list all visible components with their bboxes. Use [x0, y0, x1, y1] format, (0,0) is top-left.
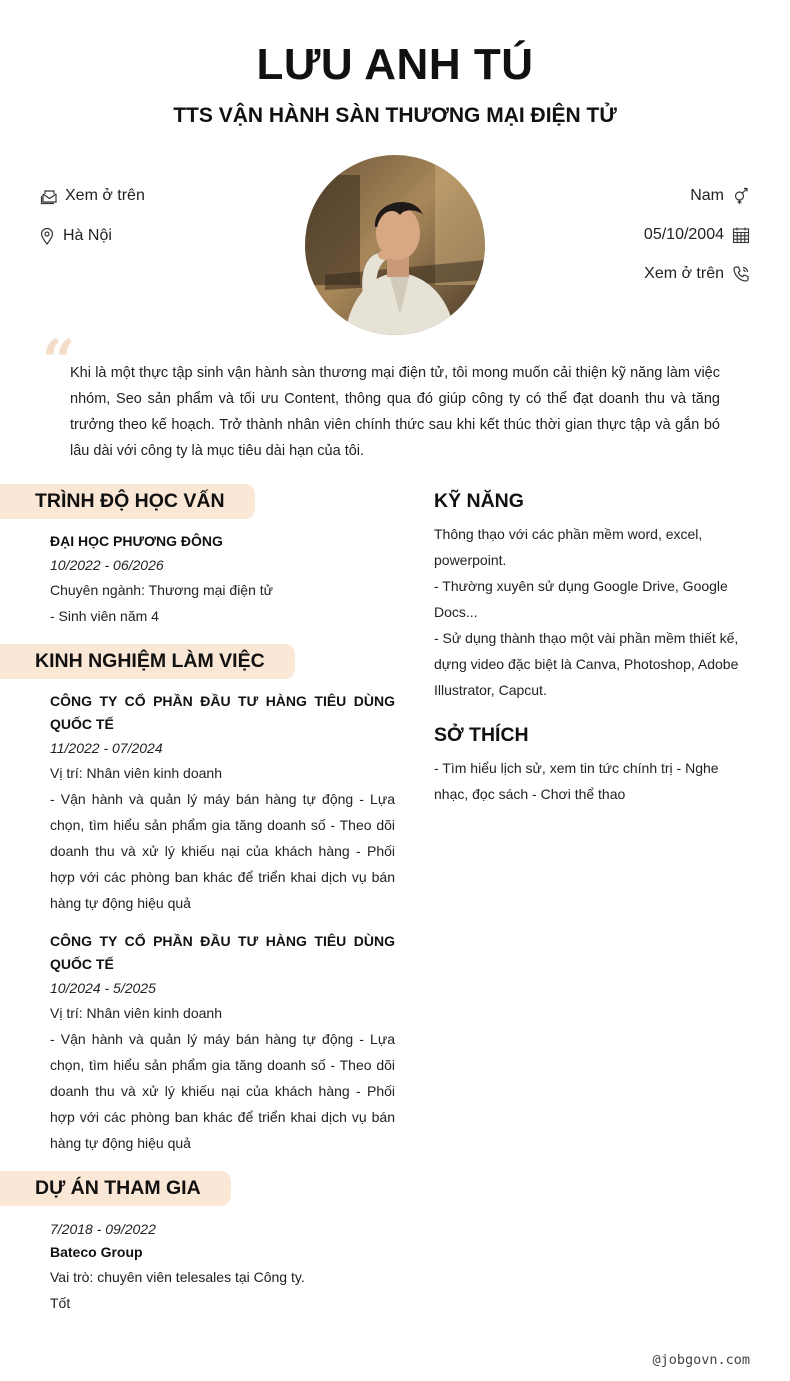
contact-gender [690, 185, 750, 207]
phone-value: Xem ở trên [644, 265, 724, 282]
quote-icon: “ [42, 327, 76, 395]
contact-address [38, 225, 112, 247]
company-name: CÔNG TY CỔ PHẦN ĐẦU TƯ HÀNG TIÊU DÙNG QUỐC TẾ [50, 693, 395, 732]
gender-value: Nam [690, 187, 724, 204]
company-name: CÔNG TY CỔ PHẦN ĐẦU TƯ HÀNG TIÊU DÙNG QUỐC TẾ [50, 933, 395, 972]
avatar [305, 155, 485, 335]
hobbies-heading: SỞ THÍCH [434, 724, 529, 746]
project-entry [50, 1217, 395, 1316]
address-value: Hà Nội [63, 227, 112, 244]
experience-heading: KINH NGHIỆM LÀM VIỆC [0, 644, 295, 679]
experience-description: - Vận hành và quản lý máy bán hàng tự động - Lựa chọn, tìm hiểu sản phẩm gia tăng doanh số - Theo dõi doanh thu và xử lý khiếu nại của khách hàng - Phối hợp với các phòng ban khác để triển khai dịch vụ bán hàng tự động hiệu quả [50, 1031, 395, 1151]
skills-text: Thông thạo với các phần mềm word, excel, powerpoint. - Thường xuyên sử dụng Google Drive, Google Docs... - Sử dụng thành thạo một vài phần mềm thiết kế, dựng video đặc biệt là Canva, Photoshop, Adobe Illustrator, Capcut. [434, 526, 739, 698]
experience-description: - Vận hành và quản lý máy bán hàng tự động - Lựa chọn, tìm hiểu sản phẩm gia tăng doanh số - Theo dõi doanh thu và xử lý khiếu nại của khách hàng - Phối hợp với các phòng ban khác để triển khai dịch vụ bán hàng tự động hiệu quả [50, 791, 395, 911]
project-org: Bateco Group [50, 1244, 143, 1260]
email-value: Xem ở trên [65, 187, 145, 204]
education-note: - Sinh viên năm 4 [50, 608, 159, 624]
envelope-icon [40, 187, 58, 205]
project-role: Vai trò: chuyên viên telesales tại Công ty. [50, 1269, 305, 1285]
job-title: TTS VẬN HÀNH SÀN THƯƠNG MẠI ĐIỆN TỬ [173, 104, 617, 127]
experience-entry [50, 930, 395, 1156]
gender-icon [732, 187, 750, 205]
experience-entry [50, 690, 395, 916]
candidate-name: LƯU ANH TÚ [256, 40, 534, 89]
birthday-value: 05/10/2004 [643, 226, 724, 243]
experience-period: 11/2022 - 07/2024 [50, 740, 163, 756]
experience-period: 10/2024 - 5/2025 [50, 980, 156, 996]
education-period: 10/2022 - 06/2026 [50, 557, 164, 573]
skills-heading: KỸ NĂNG [434, 490, 524, 512]
map-pin-icon [38, 227, 56, 245]
experience-position: Vị trí: Nhân viên kinh doanh [50, 1005, 222, 1021]
education-entry [50, 530, 395, 629]
project-result: Tốt [50, 1295, 71, 1311]
experience-position: Vị trí: Nhân viên kinh doanh [50, 765, 222, 781]
education-heading: TRÌNH ĐỘ HỌC VẤN [0, 484, 255, 519]
phone-icon [732, 265, 750, 283]
watermark: @jobgovn.com [652, 1352, 750, 1368]
calendar-icon [732, 226, 750, 244]
school-name: ĐẠI HỌC PHƯƠNG ĐÔNG [50, 533, 223, 549]
contact-phone [644, 263, 750, 285]
hobbies-text: - Tìm hiểu lịch sử, xem tin tức chính trị - Nghe nhạc, đọc sách - Chơi thể thao [434, 760, 719, 802]
education-major: Chuyên ngành: Thương mại điện tử [50, 582, 274, 598]
contact-email [40, 185, 145, 207]
contact-birthday [644, 224, 750, 246]
projects-heading: DỰ ÁN THAM GIA [0, 1171, 231, 1206]
project-period: 7/2018 - 09/2022 [50, 1221, 156, 1237]
career-objective: Khi là một thực tập sinh vận hành sàn thương mại điện tử, tôi mong muốn cải thiện kỹ năng làm việc nhóm, Seo sản phẩm và tối ưu Content, thông qua đó giúp công ty có thể đạt doanh thu và tăng trưởng theo kế hoạch. Trở thành nhân viên chính thức sau khi kết thúc thời gian thực tập và gắn bó lâu dài với công ty là mục tiêu dài hạn của tôi. [70, 365, 720, 459]
